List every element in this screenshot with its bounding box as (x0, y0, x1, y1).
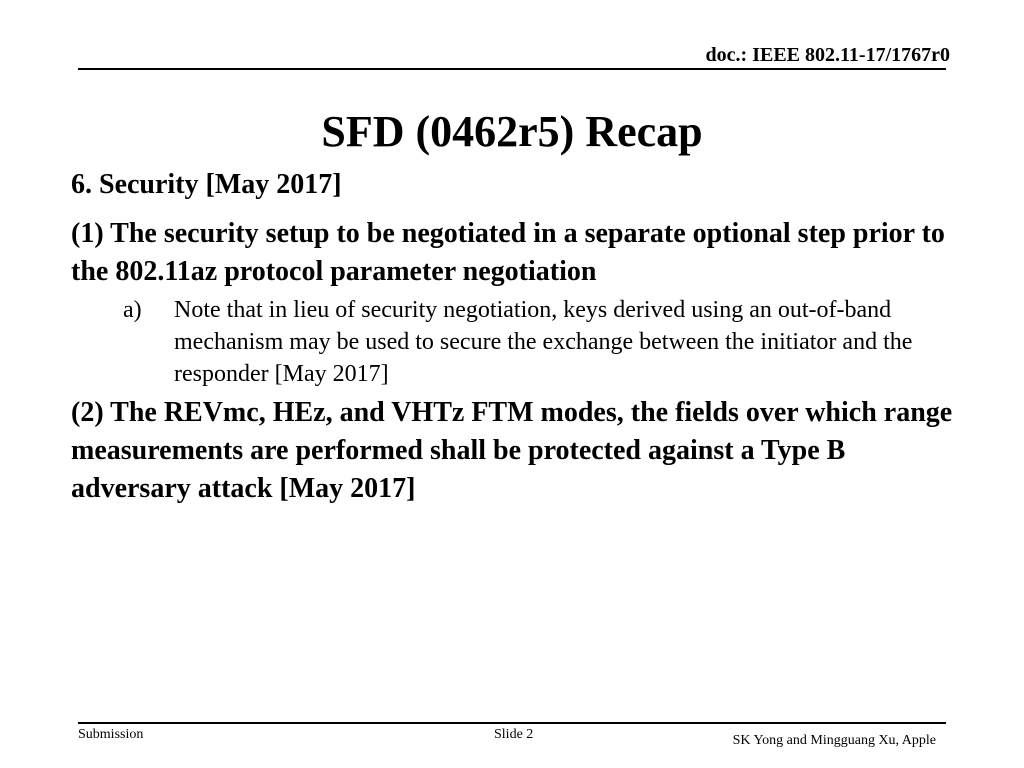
slide-title: SFD (0462r5) Recap (321, 107, 703, 156)
point-1: (1) The security setup to be negotiated in a separate optional step prior to the 802.11az protocol parameter negotiation (71, 218, 945, 287)
subpoint-marker: a) (123, 297, 142, 323)
slide-content (71, 166, 971, 508)
subpoint-a (71, 294, 974, 390)
doc-id: doc.: IEEE 802.11-17/1767r0 (705, 44, 950, 66)
point-2: (2) The REVmc, HEz, and VHTz FTM modes, the fields over which range measurements are performed shall be protected against a Type B adversary attack [May 2017] (71, 397, 953, 504)
subpoint-text: Note that in lieu of security negotiation, keys derived using an out-of-band mechanism may be used to secure the exchange between the initiator and the responder [May 2017] (174, 297, 913, 387)
footer-authors: SK Yong and Mingguang Xu, Apple (732, 733, 936, 748)
section-heading: 6. Security [May 2017] (71, 169, 342, 200)
footer-slide-number: Slide 2 (494, 727, 534, 742)
header-rule (78, 68, 946, 70)
footer-rule (78, 722, 946, 724)
footer-submission: Submission (78, 727, 144, 742)
